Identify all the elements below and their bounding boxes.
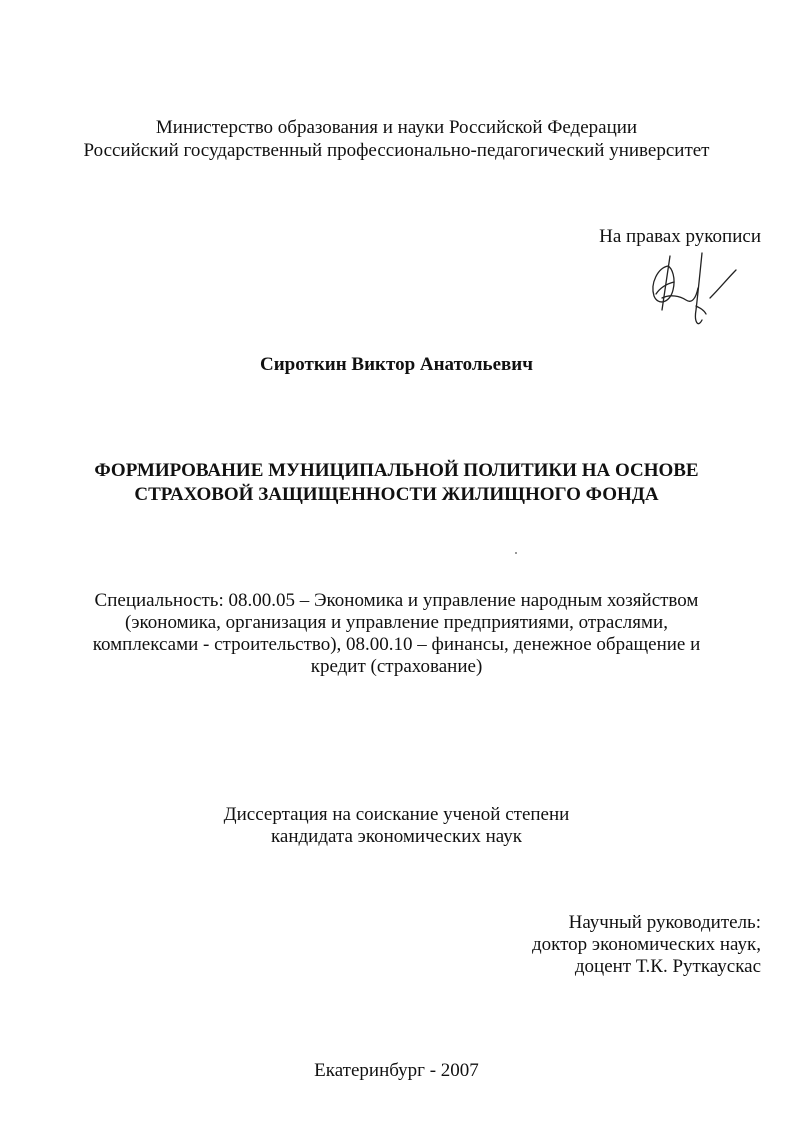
scan-speck bbox=[515, 552, 517, 554]
title-line-2: СТРАХОВОЙ ЗАЩИЩЕННОСТИ ЖИЛИЩНОГО ФОНДА bbox=[134, 484, 659, 505]
signature-icon bbox=[640, 248, 750, 338]
title-line-1: ФОРМИРОВАНИЕ МУНИЦИПАЛЬНОЙ ПОЛИТИКИ НА ОСНОВЕ bbox=[94, 460, 699, 481]
supervisor-label: Научный руководитель: bbox=[568, 912, 761, 933]
ministry-heading: Министерство образования и науки Российской Федерации bbox=[155, 117, 638, 138]
specialty-line-3: комплексами - строительство), 08.00.10 – финансы, денежное обращение и bbox=[92, 634, 701, 655]
specialty-line-2: (экономика, организация и управление предприятиями, отраслями, bbox=[125, 612, 668, 633]
university-heading: Российский государственный профессионально-педагогический университет bbox=[83, 140, 710, 161]
dissertation-line-1: Диссертация на соискание ученой степени bbox=[223, 804, 570, 825]
author-name: Сироткин Виктор Анатольевич bbox=[260, 354, 533, 375]
manuscript-note: На правах рукописи bbox=[599, 226, 761, 247]
specialty-line-1: Специальность: 08.00.05 – Экономика и управление народным хозяйством bbox=[94, 590, 699, 611]
specialty-line-4: кредит (страхование) bbox=[310, 656, 483, 677]
supervisor-name: доцент Т.К. Руткаускас bbox=[574, 956, 761, 977]
dissertation-line-2: кандидата экономических наук bbox=[270, 826, 523, 847]
city-year: Екатеринбург - 2007 bbox=[314, 1060, 479, 1081]
supervisor-degree: доктор экономических наук, bbox=[531, 934, 761, 955]
